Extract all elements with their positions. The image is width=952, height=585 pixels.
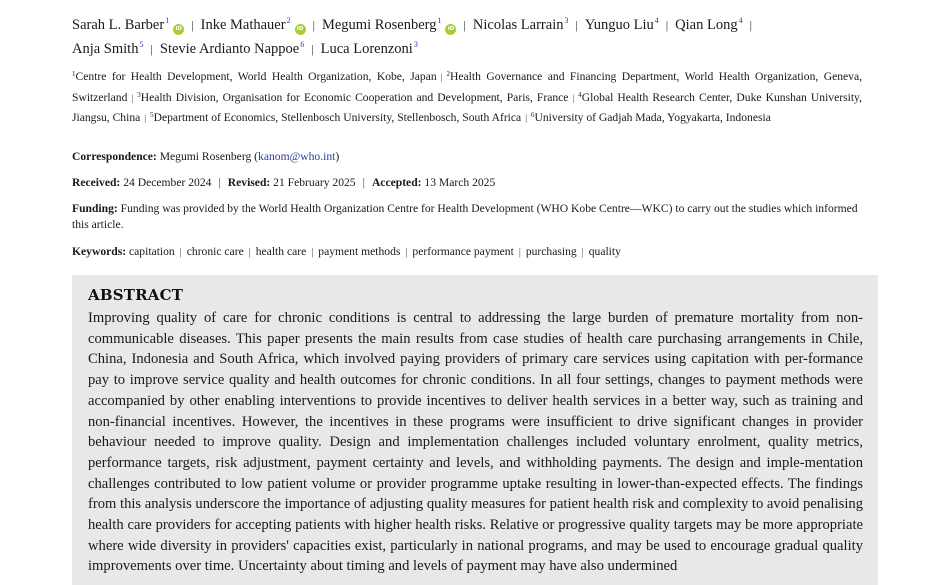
author[interactable]	[585, 17, 659, 33]
author-separator: |	[575, 18, 578, 32]
article-dates	[72, 175, 495, 191]
affiliation-ref[interactable]: 4	[738, 16, 743, 25]
keyword[interactable]: payment methods	[318, 245, 401, 258]
author-name: Qian Long	[675, 17, 738, 33]
affiliations	[72, 66, 862, 128]
author-separator: |	[665, 18, 669, 32]
keywords	[72, 244, 621, 261]
affiliation	[72, 70, 437, 83]
affiliation-ref[interactable]: 6	[300, 40, 305, 49]
correspondence-label: Correspondence:	[72, 150, 157, 163]
affiliation-separator: |	[131, 92, 134, 103]
author[interactable]	[473, 17, 569, 33]
keyword-separator: |	[405, 247, 408, 258]
affiliation-number: 4	[578, 90, 582, 99]
received-label: Received:	[72, 176, 121, 189]
keywords-label: Keywords:	[72, 245, 127, 258]
author-name: Sarah L. Barber	[72, 17, 165, 33]
affiliation-separator: |	[144, 113, 147, 123]
affiliation-ref[interactable]: 3	[413, 40, 418, 49]
accepted-label: Accepted:	[371, 176, 422, 189]
author-name: Luca Lorenzoni	[320, 41, 413, 57]
author-name: Nicolas Larrain	[472, 17, 564, 33]
keyword-separator: |	[581, 247, 584, 258]
author[interactable]	[322, 17, 457, 33]
keyword[interactable]: health care	[255, 245, 307, 258]
affiliation-number: 1	[72, 70, 76, 78]
correspondence-name: Megumi Rosenberg	[159, 150, 252, 163]
author[interactable]	[321, 41, 418, 57]
author-separator: |	[749, 18, 752, 32]
affiliation-ref[interactable]: 1	[165, 16, 170, 25]
author-separator: |	[312, 18, 315, 32]
keyword[interactable]: chronic care	[186, 245, 244, 258]
revised-label: Revised:	[227, 176, 271, 189]
affiliation	[137, 91, 568, 104]
affiliation-text: Health Division, Organisation for Economic Cooperation and Development, Paris, France	[140, 90, 569, 104]
author-separator: |	[311, 42, 314, 56]
keyword[interactable]: purchasing	[525, 245, 577, 258]
author-list	[72, 11, 872, 59]
correspondence-email-link[interactable]: kanom@who.int	[258, 150, 336, 163]
affiliation-text: Health Governance and Financing Department, World Health Organization, Geneva, Switzerland	[72, 70, 862, 104]
affiliation-separator: |	[525, 113, 528, 123]
keyword[interactable]: capitation	[129, 245, 175, 258]
affiliation-ref[interactable]: 4	[654, 16, 659, 25]
author[interactable]	[201, 17, 306, 33]
orcid-icon[interactable]: iD	[295, 24, 306, 35]
affiliation-number: 5	[150, 111, 154, 119]
affiliation-ref[interactable]: 1	[437, 16, 442, 25]
author-name: Yunguo Liu	[584, 17, 654, 33]
funding-text: Funding was provided by the World Health Organization Centre for Health Development (WHO Kobe Centre—WKC) to carry out the studies which informed this article.	[72, 202, 858, 231]
author[interactable]	[160, 41, 304, 57]
funding	[72, 201, 862, 233]
accepted-date: 13 March 2025	[424, 176, 496, 189]
date-separator: |	[218, 176, 221, 189]
affiliation	[150, 111, 521, 124]
affiliation	[531, 111, 771, 124]
affiliation-text: University of Gadjah Mada, Yogyakarta, Indonesia	[534, 111, 771, 124]
funding-label: Funding:	[72, 202, 118, 215]
orcid-icon[interactable]: iD	[173, 24, 184, 35]
affiliation-separator: |	[572, 92, 575, 103]
affiliation-number: 3	[137, 90, 141, 99]
correspondence: Correspondence: Megumi Rosenberg (kanom@who.int)	[72, 150, 340, 163]
affiliation-ref[interactable]: 2	[286, 16, 291, 25]
author[interactable]	[675, 17, 742, 33]
keyword-separator: |	[311, 247, 314, 258]
affiliation-number: 2	[446, 70, 450, 78]
author-name: Stevie Ardianto Nappoe	[159, 41, 300, 57]
affiliation-separator: |	[440, 72, 443, 82]
keyword-separator: |	[518, 247, 521, 258]
date-separator: |	[362, 176, 365, 189]
keyword-separator: |	[179, 247, 182, 258]
author-name: Anja Smith	[72, 41, 139, 57]
author[interactable]	[72, 41, 143, 57]
affiliation-text: Global Health Research Center, Duke Kunshan University, Jiangsu, China	[72, 90, 862, 124]
author-separator: |	[191, 18, 194, 32]
author-separator: |	[150, 42, 153, 56]
keyword-separator: |	[248, 247, 251, 258]
abstract-box	[72, 275, 878, 585]
keyword[interactable]: quality	[588, 245, 621, 258]
orcid-icon[interactable]: iD	[445, 24, 456, 35]
abstract-text: Improving quality of care for chronic conditions is central to addressing the large burden of premature mortality from non-communicable diseases. This paper presents the main results from case studies of health care purchasing arrangements in Chile, China, Indonesia and South Africa, which involved paying providers of primary care services using capitation with per-formance pay to improve service quality and health outcomes for chronic conditions. In all four settings, changes to payment methods were accompanied by other enabling interventions to provide incentives to deliver health services in a better way, such as training and non-financial incentives. However, the incentives in these programs were insufficient to drive significant changes in provider behaviour needed to improve quality. Design and implementation challenges included voluntary enrolment, quality metrics, performance targets, risk adjustment, payment certainty and levels, and withholding payments. The design and imple-mentation challenges contributed to low patient volume or provider programme uptake resulting in lower-than-expected effects. The findings from this analysis underscore the importance of adjusting quality measures for patient health risk and complexity to avoid penalising health care providers for accepting patients with higher health risks. Relative or progressive quality targets may be more appropriate where wide diversity in providers' capacities exist, particularly in national programs, and may be used to encourage gradual quality improvements over time. Uncertainty about timing and levels of payment may have also undermined	[88, 310, 863, 575]
author-name: Megumi Rosenberg	[321, 17, 437, 33]
author-separator: |	[463, 18, 466, 32]
author-name: Inke Mathauer	[200, 17, 286, 33]
affiliation-text: Centre for Health Development, World Health Organization, Kobe, Japan	[75, 70, 437, 83]
affiliation-ref[interactable]: 3	[564, 16, 569, 25]
affiliation-number: 6	[531, 111, 535, 119]
author[interactable]	[72, 17, 184, 33]
affiliation-text: Department of Economics, Stellenbosch University, Stellenbosch, South Africa	[153, 111, 522, 124]
affiliation-ref[interactable]: 5	[139, 40, 144, 49]
revised-date: 21 February 2025	[273, 176, 356, 189]
abstract-heading: ABSTRACT	[88, 286, 184, 304]
keyword[interactable]: performance payment	[412, 245, 514, 258]
received-date: 24 December 2024	[123, 176, 212, 189]
